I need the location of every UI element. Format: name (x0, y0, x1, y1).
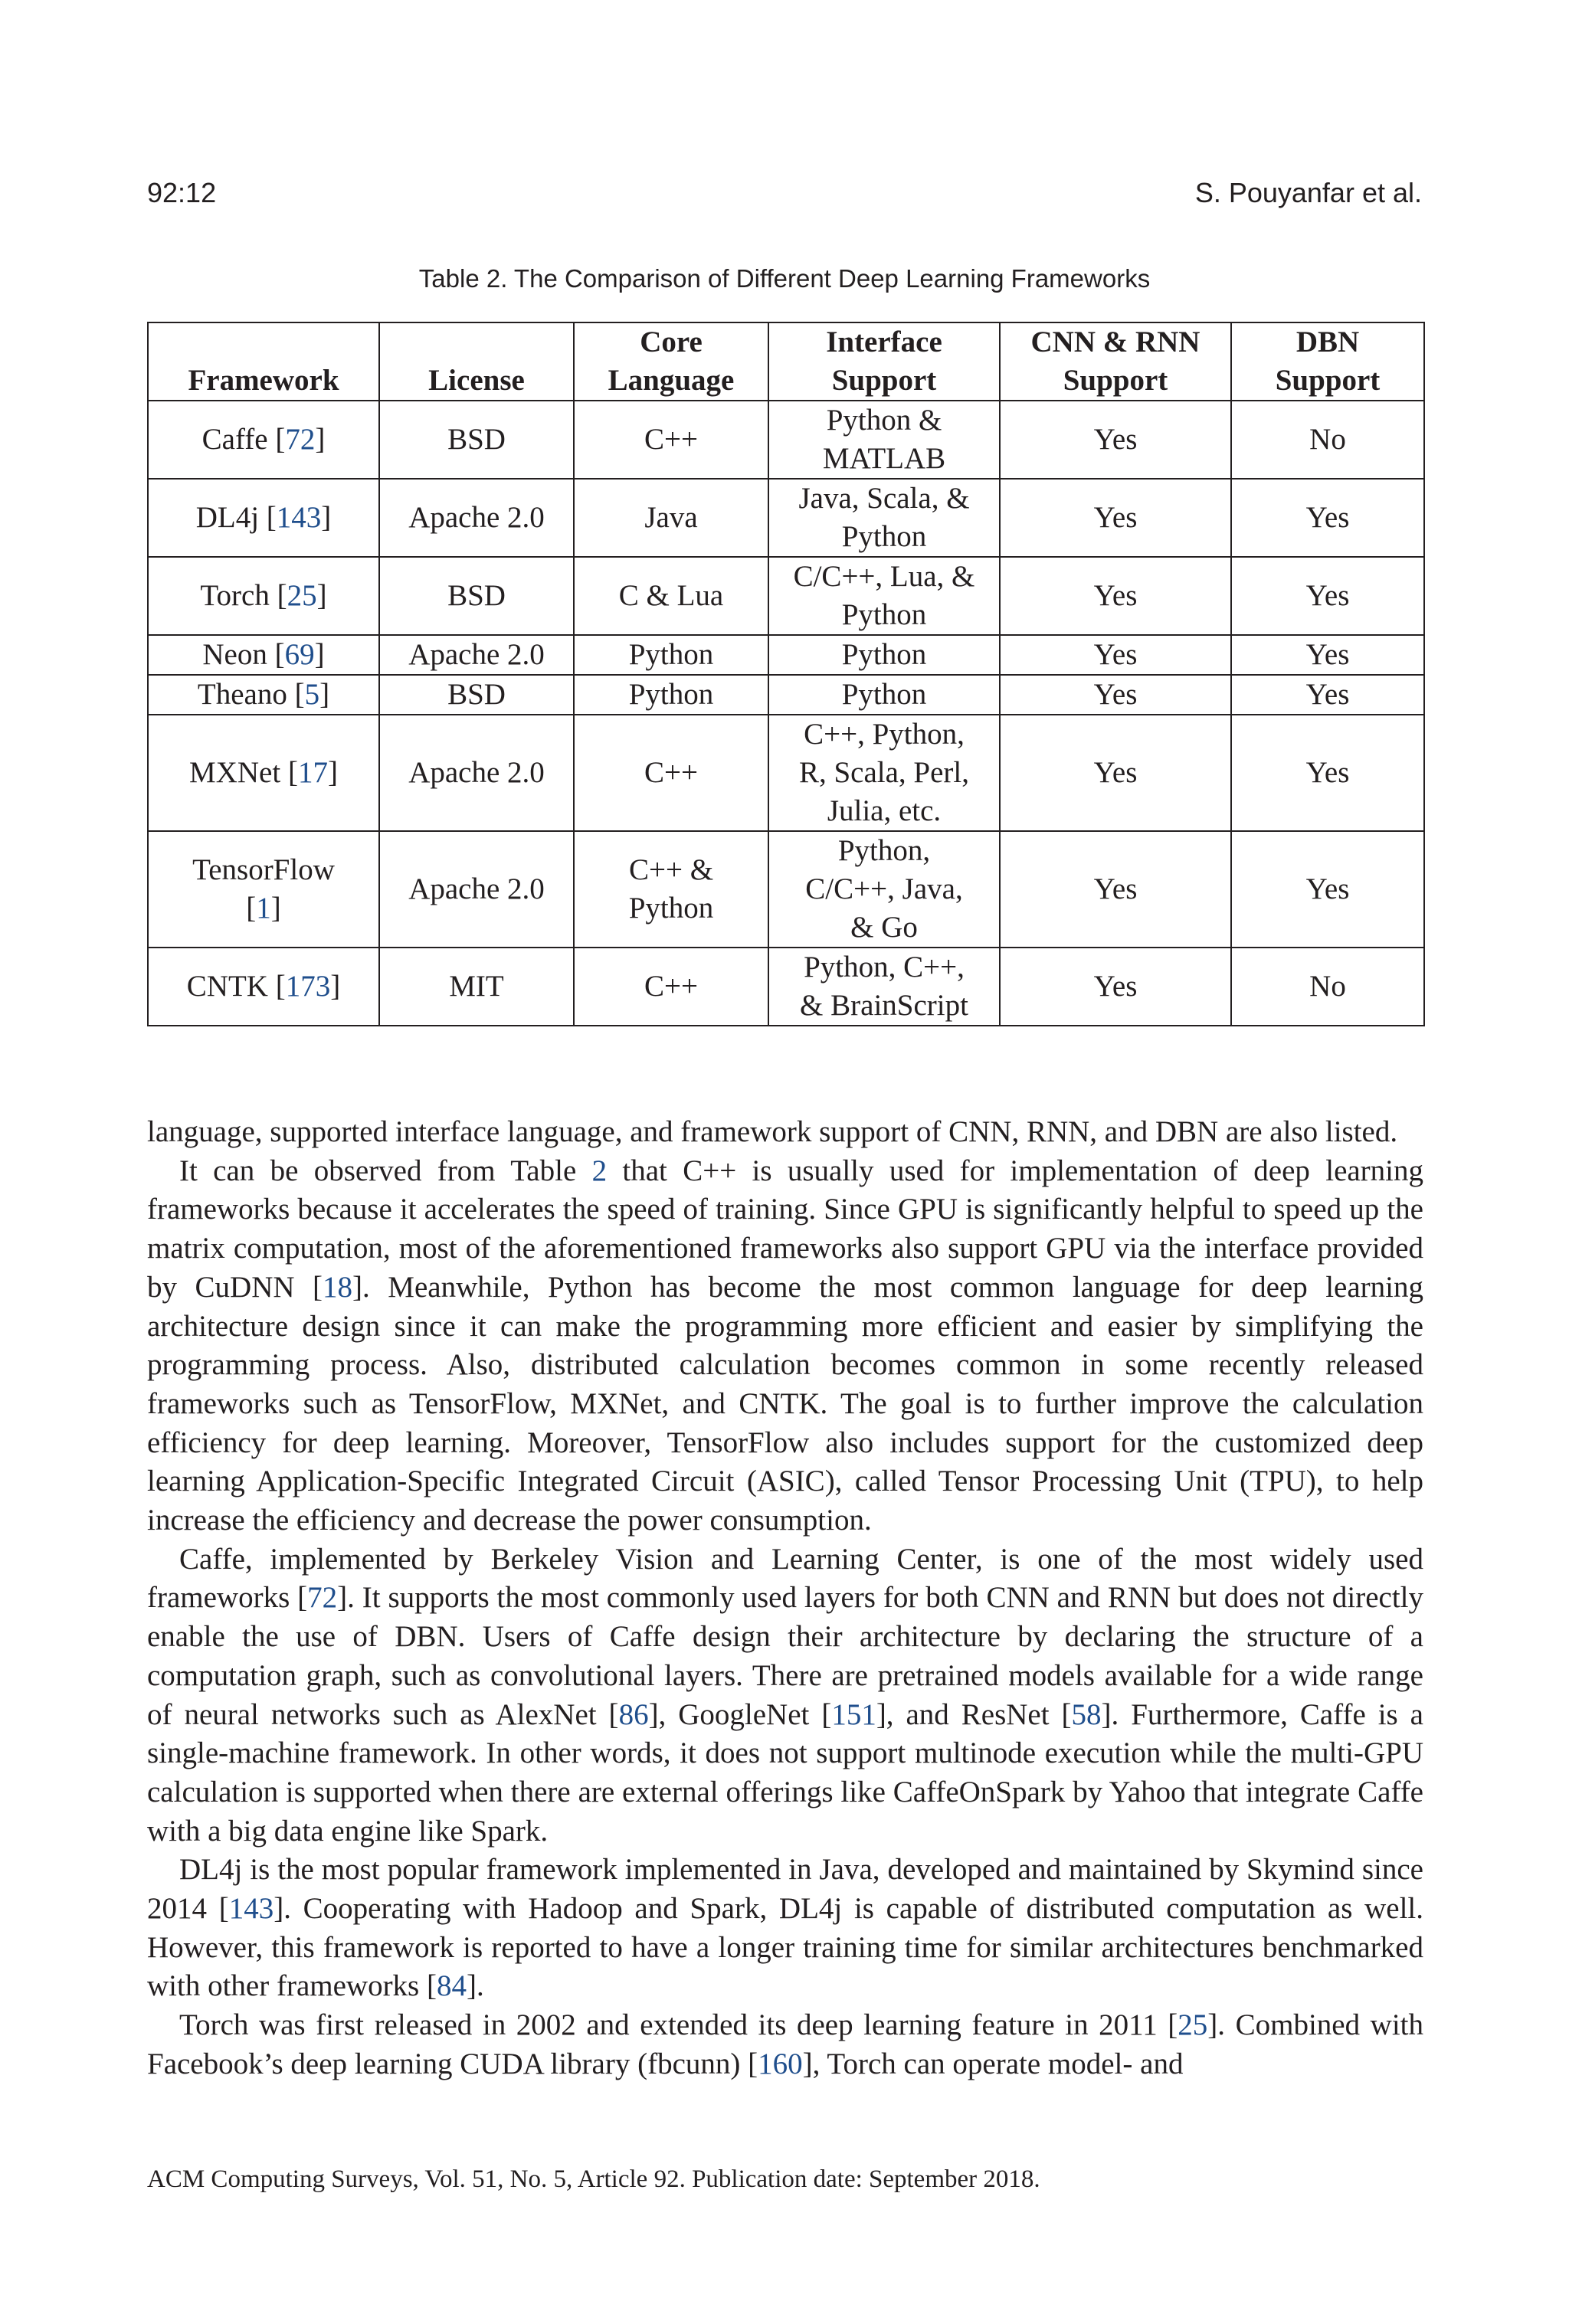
citation-link[interactable]: 18 (323, 1270, 353, 1304)
citation-link[interactable]: 5 (304, 678, 320, 711)
paragraph: language, supported interface language, and framework support of CNN, RNN, and DBN are also listed. (147, 1115, 1398, 1148)
cnn-rnn-cell: Yes (1000, 401, 1231, 479)
interface-cell: Python & MATLAB (768, 401, 1000, 479)
citation-link[interactable]: 160 (758, 2047, 803, 2080)
license-cell: Apache 2.0 (379, 715, 574, 831)
table-row (148, 831, 1424, 948)
core-language-cell: C++ (574, 715, 768, 831)
core-language-cell: Python (574, 635, 768, 675)
license-cell: BSD (379, 401, 574, 479)
dbn-cell: Yes (1231, 635, 1424, 675)
table-row (148, 635, 1424, 675)
framework-cell: TensorFlow [1] (148, 831, 379, 948)
column-header-interface-support: Interface Support (768, 322, 1000, 401)
cnn-rnn-cell: Yes (1000, 479, 1231, 557)
running-header (147, 175, 1422, 211)
interface-cell: C++, Python, R, Scala, Perl, Julia, etc. (768, 715, 1000, 831)
dbn-cell: No (1231, 401, 1424, 479)
license-cell: BSD (379, 675, 574, 715)
interface-cell: C/C++, Lua, & Python (768, 557, 1000, 635)
interface-cell: Python (768, 675, 1000, 715)
table-row (148, 675, 1424, 715)
paragraph: DL4j is the most popular framework implemented in Java, developed and maintained by Skymind since 2014 [143]. Cooperating with Hadoop and Spark, DL4j is capable of distributed computation as well. However, this framework is reported to have a longer training time for similar architectures benchmarked with other frameworks [84]. (147, 1853, 1423, 2003)
dbn-cell: Yes (1231, 831, 1424, 948)
citation-link[interactable]: 86 (618, 1697, 649, 1731)
column-header-core-language: Core Language (574, 322, 768, 401)
paragraph: Caffe, implemented by Berkeley Vision and Learning Center, is one of the most widely used frameworks [72]. It supports the most commonly used layers for both CNN and RNN but does not directly enable the use of DBN. Users of Caffe design their architecture by declaring the structure of a computation graph, such as convolutional layers. There are pretrained models available for a wide range of neural networks such as AlexNet [86], GoogleNet [151], and ResNet [58]. Furthermore, Caffe is a single-machine framework. In other words, it does not support multinode execution while the multi-GPU calculation is supported when there are external offerings like CaffeOnSpark by Yahoo that integrate Caffe with a big data engine like Spark. (147, 1542, 1424, 1848)
cnn-rnn-cell: Yes (1000, 715, 1231, 831)
frameworks-table (147, 322, 1425, 1026)
dbn-cell: Yes (1231, 479, 1424, 557)
interface-cell: Python, C++, & BrainScript (768, 948, 1000, 1026)
framework-cell: DL4j [143] (148, 479, 379, 557)
citation-link[interactable]: 25 (287, 579, 317, 612)
license-cell: Apache 2.0 (379, 479, 574, 557)
page-number: 92:12 (147, 177, 217, 208)
table-row (148, 557, 1424, 635)
table-header-row (148, 322, 1424, 401)
column-header-framework: Framework (148, 322, 379, 401)
cnn-rnn-cell: Yes (1000, 675, 1231, 715)
license-cell: Apache 2.0 (379, 635, 574, 675)
citation-link[interactable]: 17 (297, 756, 328, 789)
cnn-rnn-cell: Yes (1000, 948, 1231, 1026)
dbn-cell: Yes (1231, 675, 1424, 715)
running-authors: S. Pouyanfar et al. (1194, 177, 1422, 208)
dbn-cell: Yes (1231, 715, 1424, 831)
column-header-dbn-support: DBN Support (1231, 322, 1424, 401)
citation-link[interactable]: 143 (228, 1892, 274, 1926)
table-caption: Table 2. The Comparison of Different Deep Learning Frameworks (418, 264, 1151, 293)
framework-cell: CNTK [173] (148, 948, 379, 1026)
dbn-cell: Yes (1231, 557, 1424, 635)
license-cell: BSD (379, 557, 574, 635)
core-language-cell: C & Lua (574, 557, 768, 635)
table-row (148, 479, 1424, 557)
table-reference-link[interactable]: 2 (591, 1154, 608, 1187)
license-cell: MIT (379, 948, 574, 1026)
framework-cell: Theano [5] (148, 675, 379, 715)
interface-cell: Python, C/C++, Java, & Go (768, 831, 1000, 948)
interface-cell: Python (768, 635, 1000, 675)
cnn-rnn-cell: Yes (1000, 557, 1231, 635)
paragraph: Torch was first released in 2002 and extended its deep learning feature in 2011 [25]. Combined with Facebook’s deep learning CUDA library (fbcunn) [160], Torch can operate model- and (147, 2008, 1423, 2080)
citation-link[interactable]: 72 (307, 1581, 338, 1615)
paragraph: It can be observed from Table 2 that C++ is usually used for implementation of deep learning frameworks because it accelerates the speed of training. Since GPU is significantly helpful to speed up the matrix computation, most of the aforementioned frameworks also support GPU via the interface provided by CuDNN [18]. Meanwhile, Python has become the most common language for deep learning architecture design since it can make the programming more efficient and easier by simplifying the programming process. Also, distributed calculation becomes common in some recently released frameworks such as TensorFlow, MXNet, and CNTK. The goal is to further improve the calculation efficiency for deep learning. Moreover, TensorFlow also includes support for the customized deep learning Application-Specific Integrated Circuit (ASIC), called Tensor Processing Unit (TPU), to help increase the efficiency and decrease the power consumption. (147, 1154, 1424, 1537)
cnn-rnn-cell: Yes (1000, 831, 1231, 948)
dbn-cell: No (1231, 948, 1424, 1026)
column-header-license: License (379, 322, 574, 401)
table-row (148, 401, 1424, 479)
interface-cell: Java, Scala, & Python (768, 479, 1000, 557)
table-row (148, 715, 1424, 831)
cnn-rnn-cell: Yes (1000, 635, 1231, 675)
citation-link[interactable]: 25 (1178, 2008, 1208, 2042)
framework-cell: Neon [69] (148, 635, 379, 675)
citation-link[interactable]: 69 (284, 638, 315, 671)
citation-link[interactable]: 58 (1071, 1697, 1102, 1731)
citation-link[interactable]: 173 (285, 970, 331, 1003)
core-language-cell: Java (574, 479, 768, 557)
citation-link[interactable]: 143 (276, 501, 322, 534)
framework-cell: Caffe [72] (148, 401, 379, 479)
column-header-cnn-rnn-support: CNN & RNN Support (1000, 322, 1231, 401)
journal-footer: ACM Computing Surveys, Vol. 51, No. 5, Article 92. Publication date: September 2018. (147, 2165, 1040, 2193)
core-language-cell: C++ (574, 948, 768, 1026)
citation-link[interactable]: 72 (285, 423, 316, 456)
core-language-cell: C++ & Python (574, 831, 768, 948)
core-language-cell: C++ (574, 401, 768, 479)
citation-link[interactable]: 151 (831, 1697, 876, 1731)
citation-link[interactable]: 1 (256, 892, 271, 925)
license-cell: Apache 2.0 (379, 831, 574, 948)
framework-cell: Torch [25] (148, 557, 379, 635)
body-text (147, 1113, 1423, 2084)
table-row (148, 948, 1424, 1026)
core-language-cell: Python (574, 675, 768, 715)
citation-link[interactable]: 84 (436, 1969, 467, 2003)
framework-cell: MXNet [17] (148, 715, 379, 831)
